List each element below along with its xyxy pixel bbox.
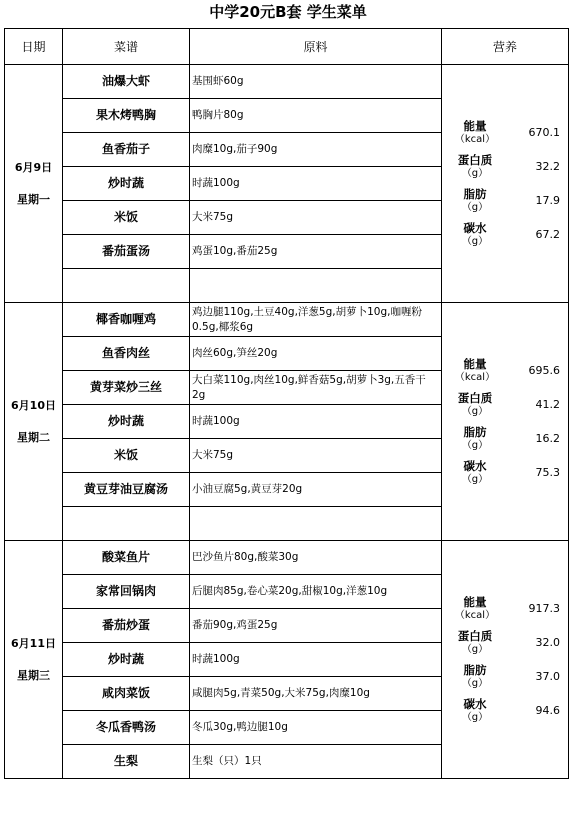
nutrient-label: 蛋白质 [457,390,493,405]
nutrition-item [446,660,564,694]
nutrient-value: 37.0 [535,670,560,683]
dish-name: 黄豆芽油豆腐汤 [63,473,190,507]
day-cell [5,303,63,541]
dish-name: 鱼香肉丝 [63,337,190,371]
dish-ingredients: 鸭胸片80g [190,99,442,133]
dish-name: 炒时蔬 [63,643,190,677]
menu-table [4,28,569,779]
nutrient-unit: （g） [461,439,489,451]
nutrient-value: 32.2 [535,160,560,173]
nutrient-value: 16.2 [535,432,560,445]
nutrient-label: 碳水 [463,220,487,235]
nutrient-unit: （g） [461,201,489,213]
nutrient-unit: （kcal） [454,133,496,145]
dish-name: 家常回锅肉 [63,575,190,609]
dish-name: 椰香咖喱鸡 [63,303,190,337]
dish-ingredients: 大白菜110g,肉丝10g,鲜香菇5g,胡萝卜3g,五香干2g [190,371,442,405]
dish-name: 炒时蔬 [63,167,190,201]
dish-ingredients [190,507,442,541]
dish-ingredients: 肉丝60g,笋丝20g [190,337,442,371]
nutrient-unit: （g） [461,405,489,417]
dish-name: 酸菜鱼片 [63,541,190,575]
day-cell [5,541,63,779]
menu-row [5,303,569,337]
nutrition-item [446,354,564,388]
nutrient-value: 917.3 [528,602,560,615]
dish-name: 冬瓜香鸭汤 [63,711,190,745]
day-cell [5,65,63,303]
nutrition-item [446,422,564,456]
header-ingredients: 原料 [190,29,442,65]
dish-name [63,507,190,541]
dish-ingredients: 大米75g [190,439,442,473]
dish-ingredients: 冬瓜30g,鸭边腿10g [190,711,442,745]
nutrient-label: 蛋白质 [457,628,493,643]
dish-name: 果木烤鸭胸 [63,99,190,133]
nutrient-unit: （g） [461,235,489,247]
menu-body [5,65,569,779]
nutrient-unit: （kcal） [454,371,496,383]
dish-name: 米饭 [63,439,190,473]
dish-ingredients: 鸡边腿110g,土豆40g,洋葱5g,胡萝卜10g,咖喱粉0.5g,椰浆6g [190,303,442,337]
nutrient-label: 能量 [463,356,487,371]
dish-ingredients: 大米75g [190,201,442,235]
nutrition-cell [442,65,569,303]
day-weekday: 星期二 [17,430,50,444]
nutrient-unit: （g） [461,167,489,179]
nutrient-label: 能量 [463,594,487,609]
nutrient-unit: （kcal） [454,609,496,621]
nutrition-item [446,456,564,490]
day-date: 6月11日 [11,636,56,650]
nutrition-cell [442,303,569,541]
day-weekday: 星期一 [17,192,50,206]
dish-ingredients: 鸡蛋10g,番茄25g [190,235,442,269]
dish-ingredients: 后腿肉85g,卷心菜20g,甜椒10g,洋葱10g [190,575,442,609]
day-date: 6月10日 [11,398,56,412]
nutrition-item [446,116,564,150]
nutrition-item [446,626,564,660]
dish-name: 咸肉菜饭 [63,677,190,711]
nutrient-unit: （g） [461,711,489,723]
nutrient-label: 脂肪 [463,662,487,677]
nutrient-value: 17.9 [535,194,560,207]
dish-name: 鱼香茄子 [63,133,190,167]
dish-ingredients: 肉糜10g,茄子90g [190,133,442,167]
nutrient-value: 94.6 [535,704,560,717]
nutrient-label: 碳水 [463,458,487,473]
dish-ingredients: 小油豆腐5g,黄豆芽20g [190,473,442,507]
dish-name: 炒时蔬 [63,405,190,439]
dish-ingredients: 时蔬100g [190,405,442,439]
page-title: 中学20元B套 学生菜单 [209,3,367,21]
header-dish: 菜谱 [63,29,190,65]
nutrient-value: 32.0 [535,636,560,649]
nutrition-item [446,388,564,422]
nutrition-item [446,694,564,728]
nutrient-label: 脂肪 [463,424,487,439]
nutrient-unit: （g） [461,677,489,689]
dish-ingredients: 番茄90g,鸡蛋25g [190,609,442,643]
nutrition-cell [442,541,569,779]
dish-name: 油爆大虾 [63,65,190,99]
dish-name: 番茄蛋汤 [63,235,190,269]
dish-ingredients [190,269,442,303]
header-date: 日期 [5,29,63,65]
nutrition-item [446,184,564,218]
menu-row [5,65,569,99]
nutrient-value: 695.6 [528,364,560,377]
menu-row [5,541,569,575]
dish-ingredients: 基围虾60g [190,65,442,99]
nutrition-item [446,150,564,184]
nutrition-item [446,592,564,626]
dish-ingredients: 生梨（只）1只 [190,745,442,779]
nutrient-value: 41.2 [535,398,560,411]
dish-name: 番茄炒蛋 [63,609,190,643]
nutrition-item [446,218,564,252]
dish-ingredients: 时蔬100g [190,167,442,201]
dish-name: 生梨 [63,745,190,779]
dish-name: 黄芽菜炒三丝 [63,371,190,405]
header-row [5,29,569,65]
nutrient-value: 670.1 [528,126,560,139]
dish-ingredients: 咸腿肉5g,青菜50g,大米75g,肉糜10g [190,677,442,711]
nutrient-label: 碳水 [463,696,487,711]
nutrient-label: 蛋白质 [457,152,493,167]
day-date: 6月9日 [14,160,53,174]
nutrient-unit: （g） [461,643,489,655]
header-nutrition: 营养 [442,29,569,65]
nutrient-label: 脂肪 [463,186,487,201]
nutrient-label: 能量 [463,118,487,133]
nutrient-value: 75.3 [535,466,560,479]
day-weekday: 星期三 [17,668,50,682]
dish-ingredients: 巴沙鱼片80g,酸菜30g [190,541,442,575]
nutrient-value: 67.2 [535,228,560,241]
dish-ingredients: 时蔬100g [190,643,442,677]
nutrient-unit: （g） [461,473,489,485]
dish-name [63,269,190,303]
dish-name: 米饭 [63,201,190,235]
